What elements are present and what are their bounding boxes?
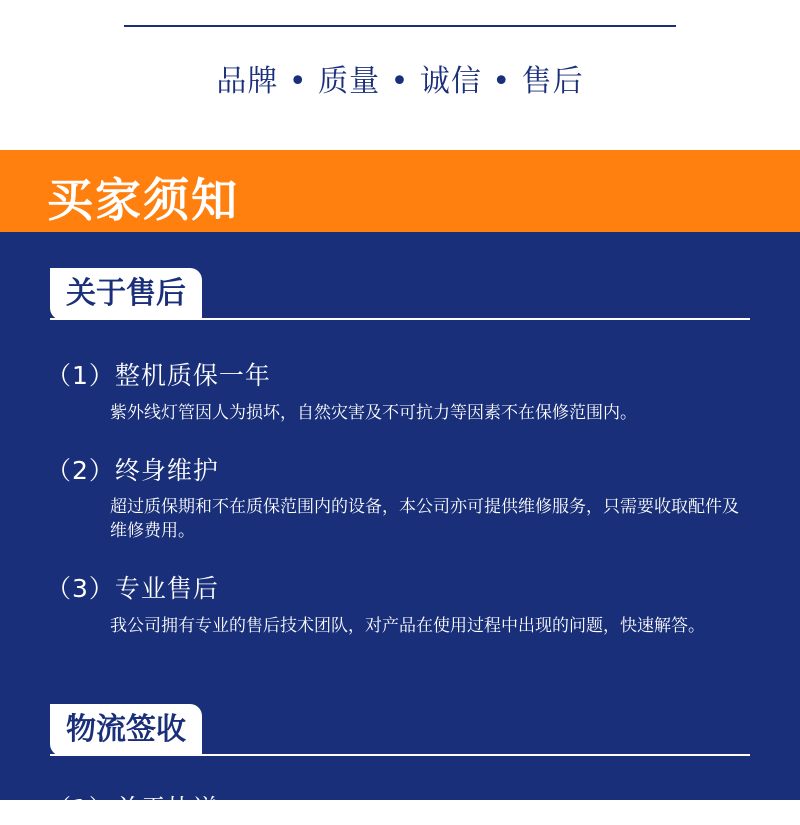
section-divider (50, 318, 750, 320)
top-band (0, 0, 800, 150)
item-title-lifetime-maintenance: （2）终身维护 (46, 456, 219, 485)
item-title-warranty: （1）整机质保一年 (46, 361, 271, 390)
section-tab-logistics: 物流签收 (50, 704, 202, 756)
content-panel (0, 232, 800, 823)
slogan: 品牌 • 质量 • 诚信 • 售后 (216, 64, 584, 99)
section-header-after-sales (50, 268, 750, 320)
item-desc-warranty: 紫外线灯管因人为损坏，自然灾害及不可抗力等因素不在保修范围内。 (110, 403, 637, 423)
top-divider (124, 25, 676, 27)
section-tab-after-sales: 关于售后 (50, 268, 202, 320)
buyer-notice-banner (0, 150, 800, 232)
item-desc-lifetime-maintenance: 超过质保期和不在质保范围内的设备，本公司亦可提供维修服务，只需要收取配件及维修费用。 (110, 497, 739, 541)
item-desc-professional-service: 我公司拥有专业的售后技术团队，对产品在使用过程中出现的问题，快速解答。 (110, 616, 705, 636)
banner-title: 买家须知 (47, 173, 239, 227)
item-title-professional-service: （3）专业售后 (46, 574, 219, 603)
section-header-logistics (50, 704, 750, 756)
section-divider (50, 754, 750, 756)
item-title-courier: （1）关于快递 (46, 794, 219, 823)
